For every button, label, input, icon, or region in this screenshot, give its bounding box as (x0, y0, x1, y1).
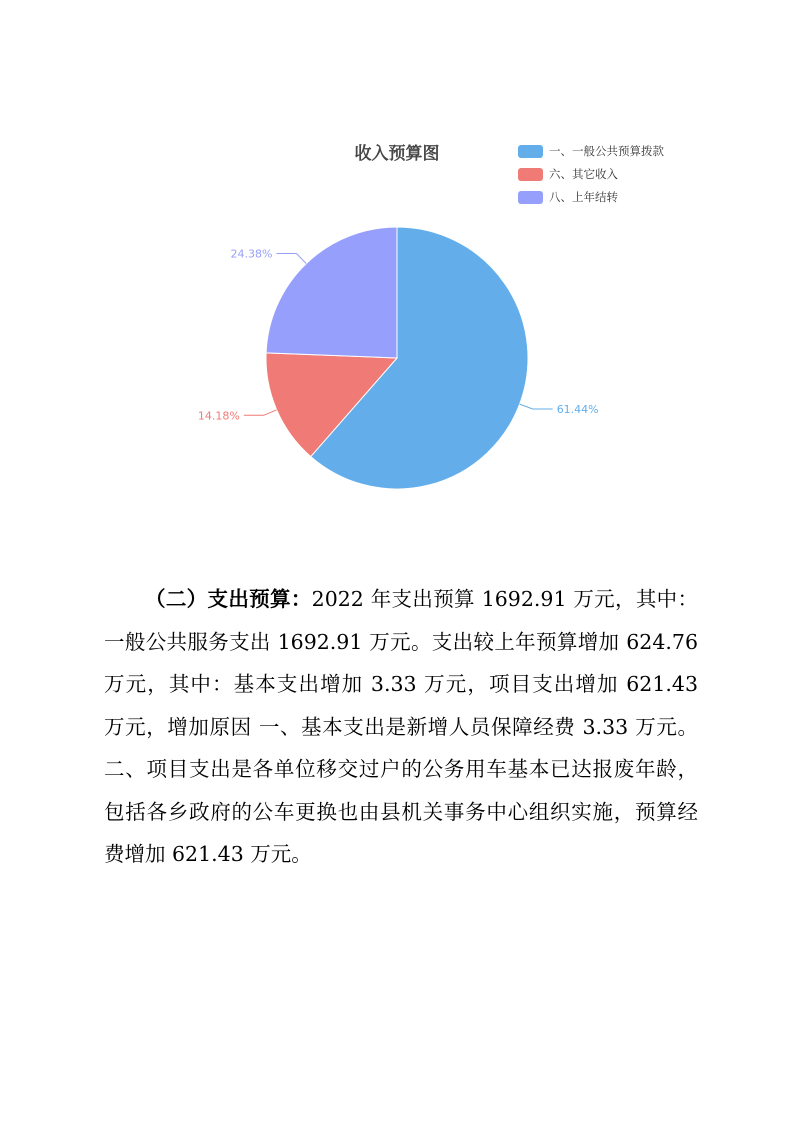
pie-slice-prior-year-carryover (266, 227, 397, 358)
legend-swatch-other-income (518, 168, 543, 181)
chart-title: 收入预算图 (354, 144, 440, 164)
data-label-general-public-budget: 61.44% (556, 403, 599, 416)
section-body: 2022 年支出预算 1692.91 万元，其中：一般公共服务支出 1692.91 万元。支出较上年预算增加 624.76 万元，其中：基本支出增加 3.33 万元，项目支出增加 621.43 万元，增加原因 一、基本支出是新增人员保障经费 3.33 万元。二、项目支出是各单位移交过户的公务用车基本已达报废年龄，包括各乡政府的公车更换也由县机关事务中心组织实施，预算经费增加 621.43 万元。 (104, 587, 698, 866)
legend-swatch-general-public-budget (518, 145, 543, 158)
legend-label-general-public-budget: 一、一般公共预算拨款 (549, 144, 664, 158)
data-label-prior-year-carryover: 24.38% (230, 247, 273, 261)
data-label-other-income: 14.18% (197, 409, 240, 423)
legend-label-prior-year-carryover: 八、上年结转 (549, 190, 618, 204)
income-budget-pie-chart (0, 0, 793, 540)
legend-swatch-prior-year-carryover (518, 191, 543, 204)
chart-legend (518, 144, 664, 204)
legend-label-other-income: 六、其它收入 (549, 167, 618, 181)
pie-slices (266, 227, 528, 489)
section-heading: （二）支出预算： (145, 587, 312, 611)
leader-line-other-income (244, 410, 277, 416)
leader-line-prior-year-carryover (277, 254, 307, 264)
expenditure-budget-paragraph (104, 578, 698, 876)
leader-line-general-public-budget (520, 404, 553, 409)
